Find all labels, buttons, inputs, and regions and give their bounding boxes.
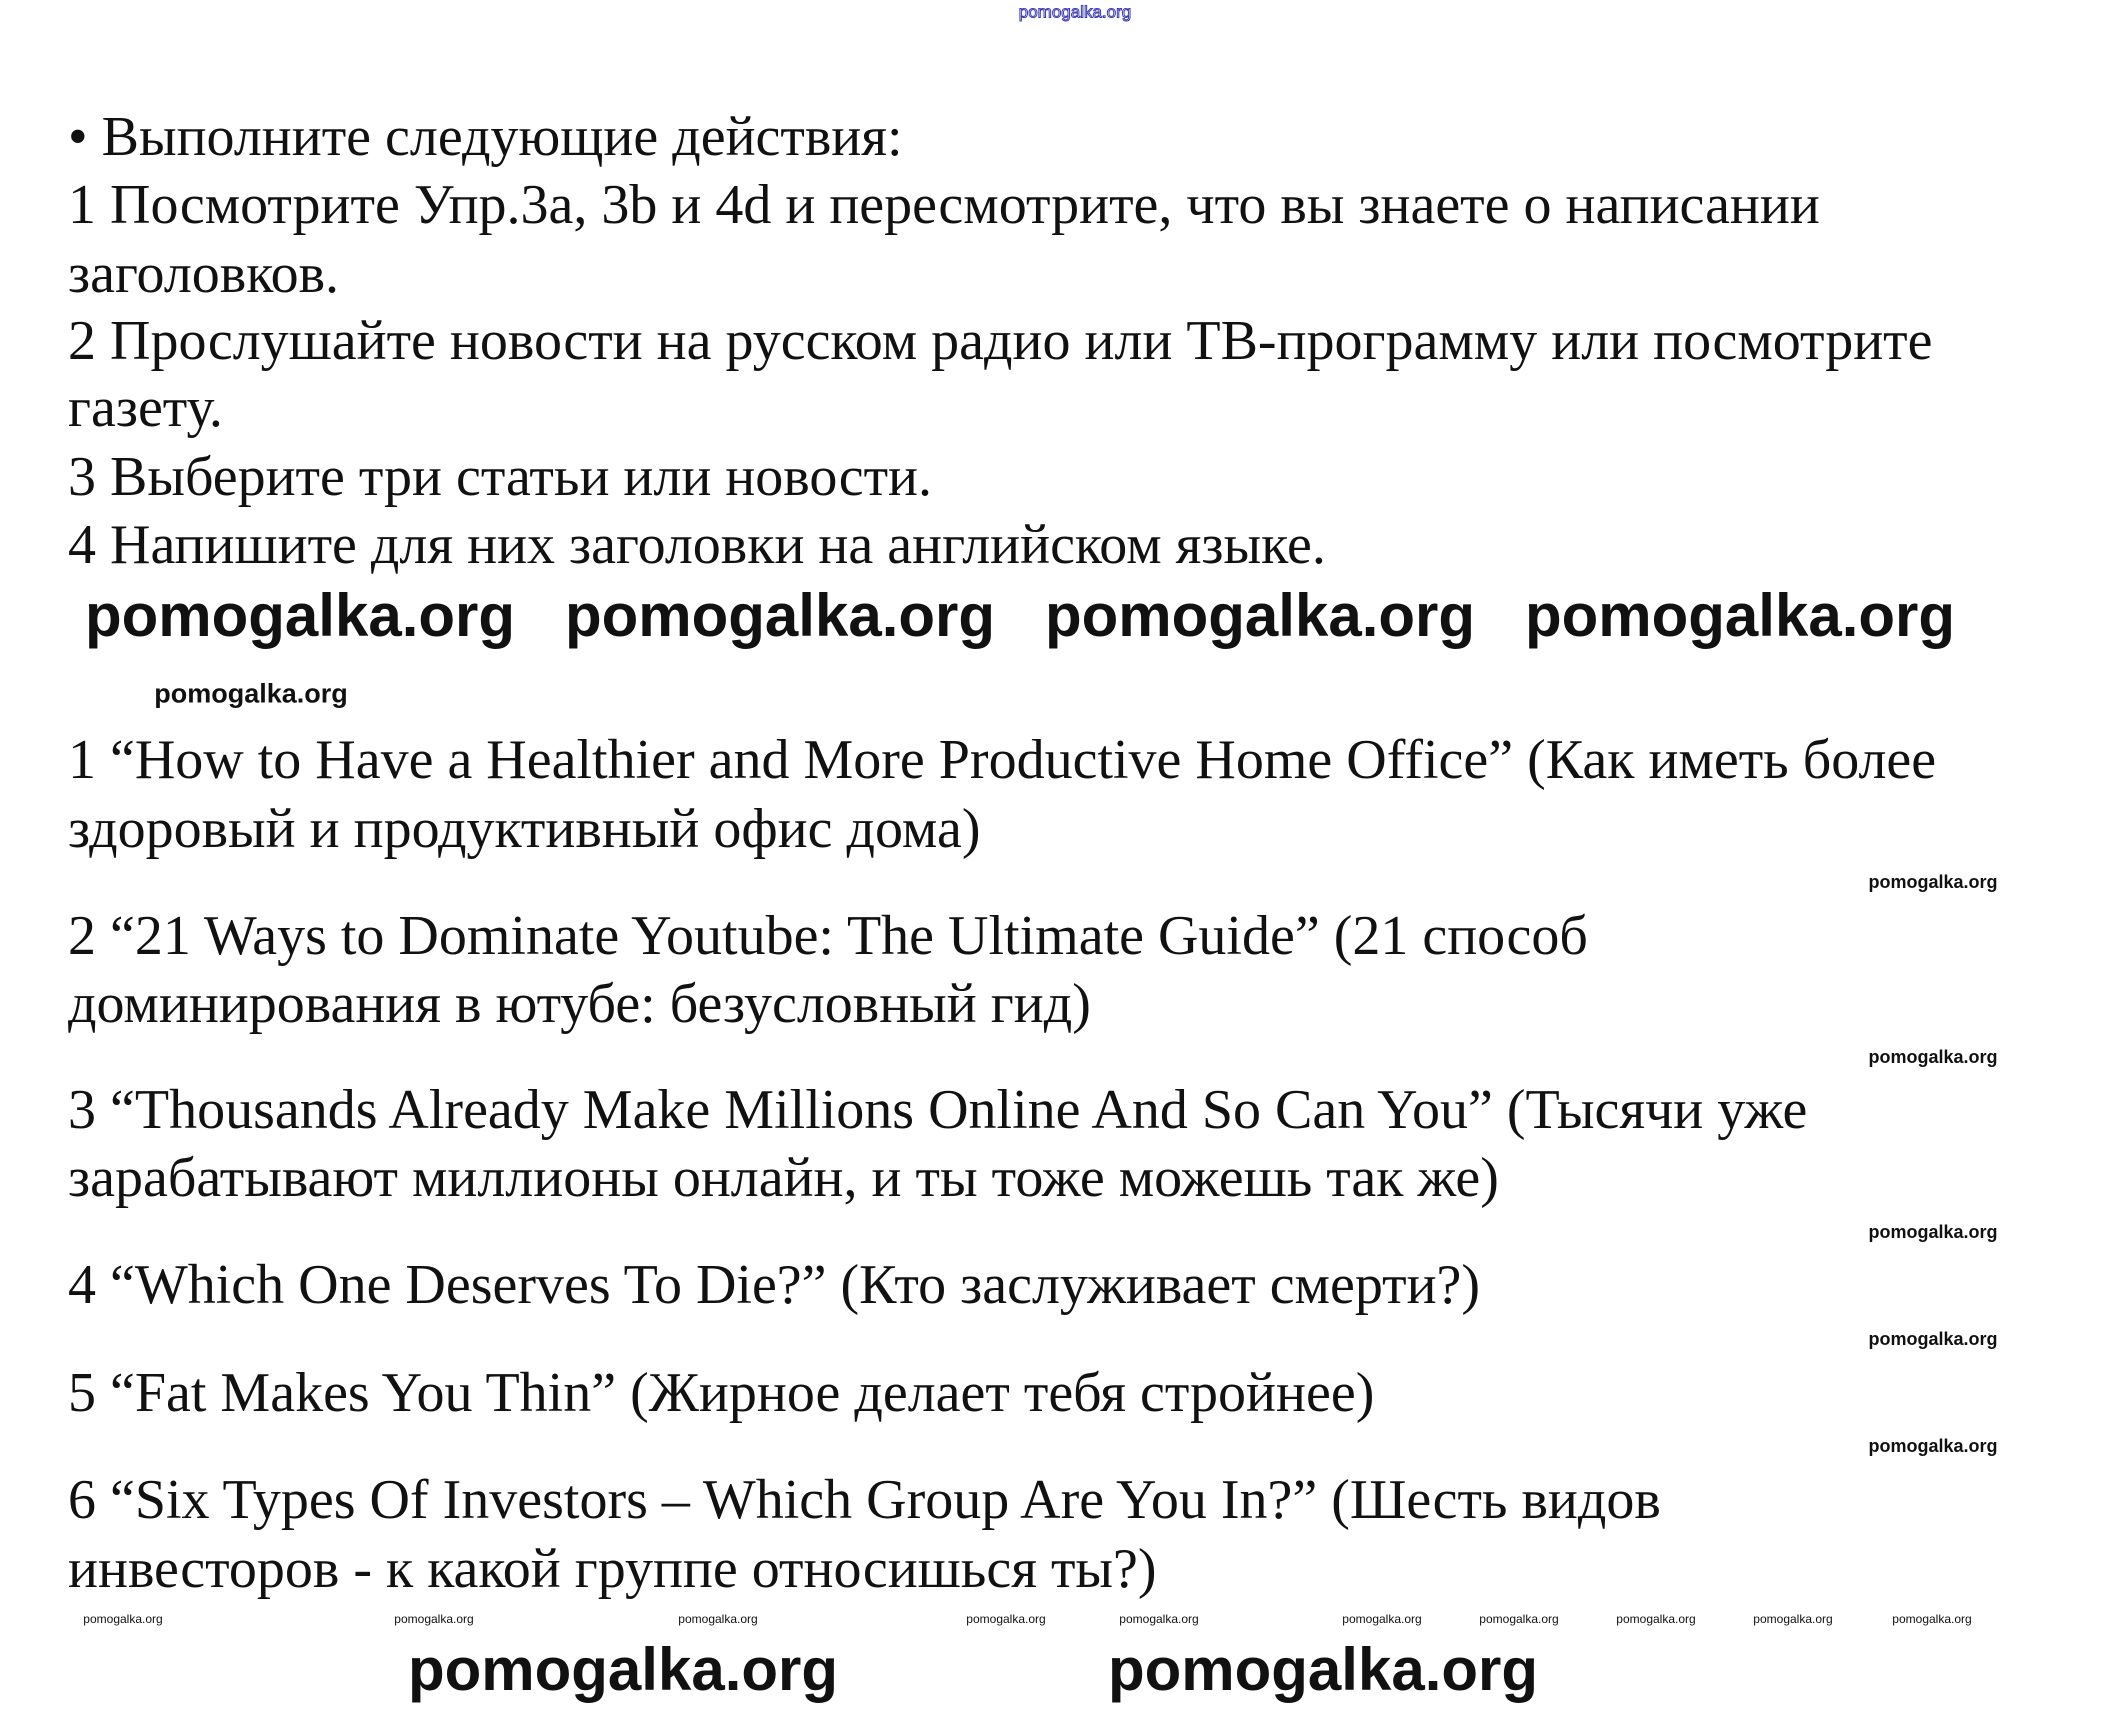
top-watermark: pomogalka.org bbox=[1018, 2, 1132, 22]
instruction-line: 3 Выберите три статьи или новости. bbox=[68, 446, 933, 508]
answer-line: 2 “21 Ways to Dominate Youtube: The Ultimate Guide” (21 способ bbox=[68, 905, 1588, 967]
answer-line: здоровый и продуктивный офис дома) bbox=[68, 798, 981, 860]
watermark: pomogalka.org bbox=[1107, 1636, 1539, 1703]
instruction-line: 4 Напишите для них заголовки на английском языке. bbox=[68, 514, 1326, 576]
watermark: pomogalka.org bbox=[84, 582, 516, 649]
watermark: pomogalka.org bbox=[1044, 582, 1476, 649]
instruction-line: 1 Посмотрите Упр.3a, 3b и 4d и пересмотрите, что вы знаете о написании bbox=[68, 174, 1820, 236]
watermark: pomogalka.org bbox=[1479, 1612, 1559, 1626]
watermark: pomogalka.org bbox=[1868, 1436, 1998, 1456]
watermark: pomogalka.org bbox=[1868, 872, 1998, 892]
answer-line: 4 “Which One Deserves To Die?” (Кто заслуживает смерти?) bbox=[68, 1254, 1481, 1316]
watermark: pomogalka.org bbox=[1753, 1612, 1833, 1626]
answer-line: 5 “Fat Makes You Thin” (Жирное делает тебя стройнее) bbox=[68, 1362, 1375, 1424]
watermark: pomogalka.org bbox=[1868, 1329, 1998, 1349]
watermark: pomogalka.org bbox=[564, 582, 996, 649]
instruction-line: газету. bbox=[68, 377, 223, 439]
watermark: pomogalka.org bbox=[83, 1612, 163, 1626]
instruction-line: 2 Прослушайте новости на русском радио или ТВ-программу или посмотрите bbox=[68, 310, 1933, 372]
watermark: pomogalka.org bbox=[1868, 1047, 1998, 1067]
watermark: pomogalka.org bbox=[1868, 1222, 1998, 1242]
watermark: pomogalka.org bbox=[1342, 1612, 1422, 1626]
watermark: pomogalka.org bbox=[1119, 1612, 1199, 1626]
answer-line: 1 “How to Have a Healthier and More Productive Home Office” (Как иметь более bbox=[68, 729, 1937, 791]
answer-line: доминирования в ютубе: безусловный гид) bbox=[68, 973, 1091, 1035]
answer-line: 6 “Six Types Of Investors – Which Group Are You In?” (Шесть видов bbox=[68, 1469, 1661, 1531]
instruction-line: заголовков. bbox=[68, 243, 340, 305]
watermark: pomogalka.org bbox=[1616, 1612, 1696, 1626]
watermark: pomogalka.org bbox=[1524, 582, 1956, 649]
watermark: pomogalka.org bbox=[1892, 1612, 1972, 1626]
watermark: pomogalka.org bbox=[407, 1636, 839, 1703]
answer-line: инвесторов - к какой группе относишься ты?) bbox=[68, 1538, 1157, 1600]
watermark: pomogalka.org bbox=[678, 1612, 758, 1626]
watermark: pomogalka.org bbox=[154, 678, 348, 709]
answer-line: 3 “Thousands Already Make Millions Online And So Can You” (Тысячи уже bbox=[68, 1079, 1808, 1141]
answer-line: зарабатывают миллионы онлайн, и ты тоже можешь так же) bbox=[68, 1147, 1499, 1209]
watermark: pomogalka.org bbox=[966, 1612, 1046, 1626]
watermark: pomogalka.org bbox=[394, 1612, 474, 1626]
instructions-heading: • Выполните следующие действия: bbox=[68, 106, 903, 168]
